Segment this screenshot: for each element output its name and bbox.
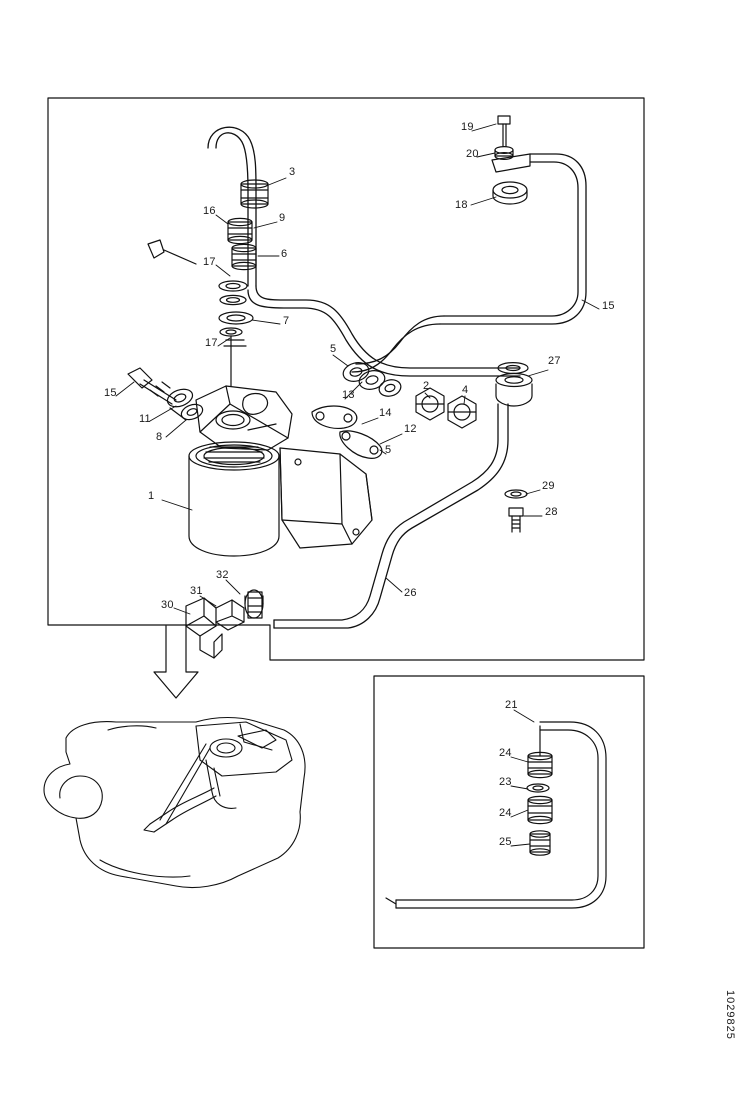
installation-arrow [154, 626, 198, 698]
callout-11: 11 [139, 413, 151, 425]
callout-17-lower: 17 [205, 337, 218, 349]
figure-code: 1029825 [724, 990, 736, 1040]
fuel-line-right [352, 154, 586, 372]
callout-30: 30 [161, 599, 174, 611]
small-gasket-topleft [148, 240, 196, 264]
callout-8: 8 [156, 431, 163, 443]
fitting-stack-upper [219, 180, 268, 386]
callout-5-upper: 5 [330, 343, 337, 355]
right-union-group [496, 363, 532, 406]
filter-head-block [196, 386, 292, 450]
callout-24-upper: 24 [499, 747, 512, 759]
link-arm-upper [312, 406, 357, 428]
detail-inset-content [386, 722, 606, 908]
callout-21: 21 [505, 699, 518, 711]
callout-3: 3 [289, 166, 296, 178]
bolt-left [128, 368, 176, 404]
callout-9: 9 [279, 212, 286, 224]
callout-15-left: 15 [104, 387, 117, 399]
filter-canister [189, 442, 279, 556]
callout-12: 12 [404, 423, 417, 435]
callout-13: 13 [342, 389, 355, 401]
cooler-bracket-body [280, 448, 372, 548]
upper-right-bolt-group [492, 116, 530, 204]
callout-16: 16 [203, 205, 216, 217]
callout-5-lower: 5 [385, 444, 392, 456]
callout-19: 19 [461, 121, 474, 133]
callout-17-upper: 17 [203, 256, 216, 268]
callout-27: 27 [548, 355, 561, 367]
callout-2: 2 [423, 380, 430, 392]
callout-31: 31 [190, 585, 203, 597]
callout-28: 28 [545, 506, 558, 518]
callout-20: 20 [466, 148, 479, 160]
callout-26: 26 [404, 587, 417, 599]
elbow-fitting-group [186, 590, 263, 658]
fuel-line-upper [208, 127, 520, 376]
callout-14: 14 [379, 407, 392, 419]
callout-1: 1 [148, 490, 155, 502]
callout-24-lower: 24 [499, 807, 512, 819]
link-arm-lower [340, 431, 382, 458]
engine-silhouette [44, 718, 305, 888]
callout-25: 25 [499, 836, 512, 848]
hex-nut-4 [448, 396, 476, 428]
callout-18: 18 [455, 199, 468, 211]
callout-15-right: 15 [602, 300, 615, 312]
washer-group-left [165, 386, 205, 422]
callout-23: 23 [499, 776, 512, 788]
callout-29: 29 [542, 480, 555, 492]
bolt-28-group [505, 490, 527, 532]
callout-6: 6 [281, 248, 288, 260]
callout-32: 32 [216, 569, 229, 581]
fuel-line-lower-return [274, 404, 508, 628]
hex-nut-2 [416, 388, 444, 420]
callout-7: 7 [283, 315, 290, 327]
callout-4: 4 [462, 384, 469, 396]
